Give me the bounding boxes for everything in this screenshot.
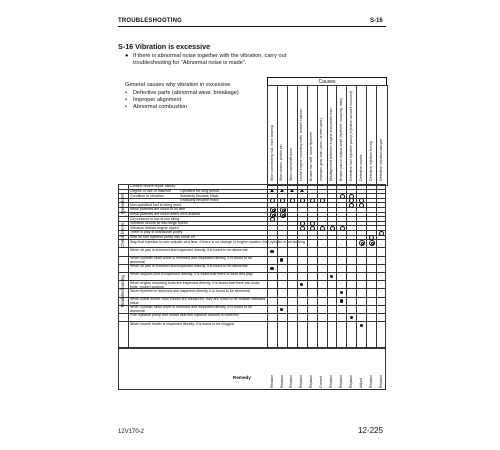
table-row-label: Oil pressure is low at low idling — [130, 216, 180, 221]
causes-intro: General causes why vibration in excessive — [125, 82, 231, 88]
header-rule — [118, 26, 386, 27]
cause-label: Worn connecting rod, main bearing — [269, 125, 274, 181]
matrix-circle-mark — [270, 217, 275, 222]
matrix-circle-mark — [320, 226, 325, 231]
table-row-label: Operated for long period — [180, 189, 219, 193]
remedy-value: Replace — [309, 374, 314, 388]
cause-column-divider — [287, 85, 288, 348]
general-cause-item: • Defective parts (abnormal wear, breakage) — [125, 90, 239, 96]
cause-column-divider — [346, 85, 347, 348]
table-row-label: When oil pan is removed and inspected directly, it is found to be abnormal — [130, 247, 248, 252]
general-cause-item: • Improper alignment — [125, 97, 182, 103]
cause-label: Misalignment between engine and power train — [329, 107, 333, 181]
matrix-double-circle-mark — [359, 240, 365, 246]
table-row-label: Metal particles are found in oil filter — [130, 207, 186, 212]
note-text: If there is abnormal noise together with the vibration, carry out troubleshooting for "Abnormal noise is made". — [133, 53, 287, 66]
footer-page-number: 12-225 — [358, 426, 383, 435]
matrix-double-circle-mark — [369, 240, 375, 246]
cause-column-divider — [297, 85, 298, 348]
cause-label: Broken part in output shaft (flywheel, coupling, rotor) — [338, 97, 343, 181]
remedy-value: Replace — [348, 374, 353, 388]
matrix-circle-mark — [340, 226, 345, 231]
remedy-value: Adjust — [358, 378, 363, 388]
table-row-label: Non-specified fuel is being used — [130, 202, 181, 207]
table-row-label: When oil pan is removed and inspected directly, it is found to be abnormal — [130, 264, 248, 269]
section-header-code: S-16 — [370, 18, 383, 24]
cause-label: Defective vibration damper — [378, 138, 383, 181]
bullet-icon: ● — [125, 53, 129, 59]
table-row-label: Vibration occurs at mid-range speed — [130, 221, 188, 226]
general-cause-item: • Abnormal combustion — [125, 104, 188, 110]
causes-header: Causes — [267, 77, 387, 86]
matrix-circle-mark — [310, 226, 315, 231]
remedy-value: Correct — [319, 376, 324, 388]
remedy-label: Remedy — [233, 375, 251, 380]
matrix-triangle-mark — [300, 189, 304, 192]
remedy-value: Replace — [299, 374, 304, 388]
table-row-label: Confirm recent repair history — [130, 184, 176, 189]
table-row-label: Stop fuel injection to one cylinder at a time. If there is no change in engine rotation, that cylinder is not working — [130, 239, 305, 244]
remedy-row — [118, 348, 386, 390]
group-column-divider — [128, 184, 129, 348]
table-row-label: Suddenly became black — [180, 193, 219, 198]
general-cause-label: Defective parts (abnormal wear, breakage) — [133, 90, 239, 96]
label-column-divider — [267, 184, 268, 348]
cause-column-divider — [356, 85, 357, 348]
remedy-value: Replace — [329, 374, 334, 388]
table-row-label: When flywheel is removed and inspected directly, it is found to be abnormal — [130, 288, 250, 293]
matrix-dot-mark — [350, 316, 353, 319]
cause-label: Worn camshaft bush — [289, 148, 294, 181]
matrix-dot-mark — [340, 299, 343, 302]
remedy-value: Replace — [368, 374, 373, 388]
section-header-title: TROUBLESHOOTING — [118, 18, 182, 24]
cause-column-divider — [317, 85, 318, 348]
page-title: S-16 Vibration is excessive — [118, 42, 211, 51]
table-row-label: Fuel injection pump test shows that fuel injection amount is incorrect — [130, 313, 239, 318]
matrix-circle-mark — [300, 226, 305, 231]
cause-column-divider — [366, 85, 367, 348]
table-row-label: When cylinder head cover is removed and inspected directly, it is found to be abnormal — [130, 305, 252, 314]
general-cause-label: Abnormal combustion — [133, 104, 188, 110]
cause-label: Defective nozzle — [358, 154, 363, 181]
cause-label: Defective injection timing — [368, 141, 373, 181]
remedy-value: Replace — [378, 374, 383, 388]
matrix-circle-mark — [379, 231, 384, 236]
cause-label: Worn piston, piston pin — [279, 144, 284, 181]
matrix-triangle-mark — [280, 189, 284, 192]
cause-column-divider — [327, 85, 328, 348]
matrix-circle-mark — [330, 226, 335, 231]
cause-column-divider — [277, 85, 278, 348]
group-label: Troubleshooting — [120, 275, 125, 308]
table-row-label: Metal particles are found when oil is drained — [130, 212, 201, 216]
remedy-value: Replace — [279, 374, 284, 388]
group-label: Questions — [120, 193, 125, 215]
table-row-label: When cylinder head cover is removed and inspected directly, it is found to be abnormal — [130, 256, 252, 265]
table-row-label: When support pilot is inspected directly, it is found that there is wear and play — [130, 272, 253, 277]
table-row-label: Seal on fuel injection pump has come off — [130, 235, 195, 239]
remedy-value: Replace — [289, 374, 294, 388]
cause-column-divider — [336, 85, 337, 348]
group-label: Check items — [120, 223, 125, 249]
matrix-circle-mark — [340, 194, 345, 199]
matrix-dot-mark — [270, 267, 273, 270]
table-row-label: There is play in crankshaft pulley — [130, 230, 183, 235]
general-cause-label: Improper alignment — [133, 97, 182, 103]
cause-column-divider — [376, 85, 377, 348]
matrix-triangle-mark — [270, 189, 274, 192]
cause-label: Broken fan belt, loose flywheel — [309, 132, 314, 181]
table-row-label: When engine mounting bolts are inspected directly, it is found that there are loose bolts, broken cushion — [130, 280, 260, 289]
cause-label: Improper gear train (worn, broken gear) — [319, 118, 324, 181]
cause-label: Loose engine mounting bolts, broken cushion — [299, 108, 304, 181]
remedy-value: Replace — [269, 374, 274, 388]
footer-doc-code: 12V170-2 — [118, 429, 145, 435]
table-row-label: Condition of vibration — [130, 193, 164, 198]
cause-label: Defective fuel injection pump (injection amount incorrect) — [348, 90, 353, 181]
table-row-label: Degree of use of machine — [130, 189, 172, 193]
matrix-triangle-mark — [290, 189, 294, 192]
matrix-double-circle-mark — [280, 212, 286, 218]
table-row-label: When metal runout, floor runout are measured, they are found to be outside standard value — [130, 297, 266, 306]
table-row-label: Vibration follows engine speed — [130, 225, 179, 230]
table-row-label: When nozzle holder is inspected directly, it is found to be clogged — [130, 321, 234, 326]
cause-column-divider — [307, 85, 308, 348]
table-row-label: Gradually became black — [180, 198, 219, 203]
remedy-value: Replace — [339, 374, 344, 388]
